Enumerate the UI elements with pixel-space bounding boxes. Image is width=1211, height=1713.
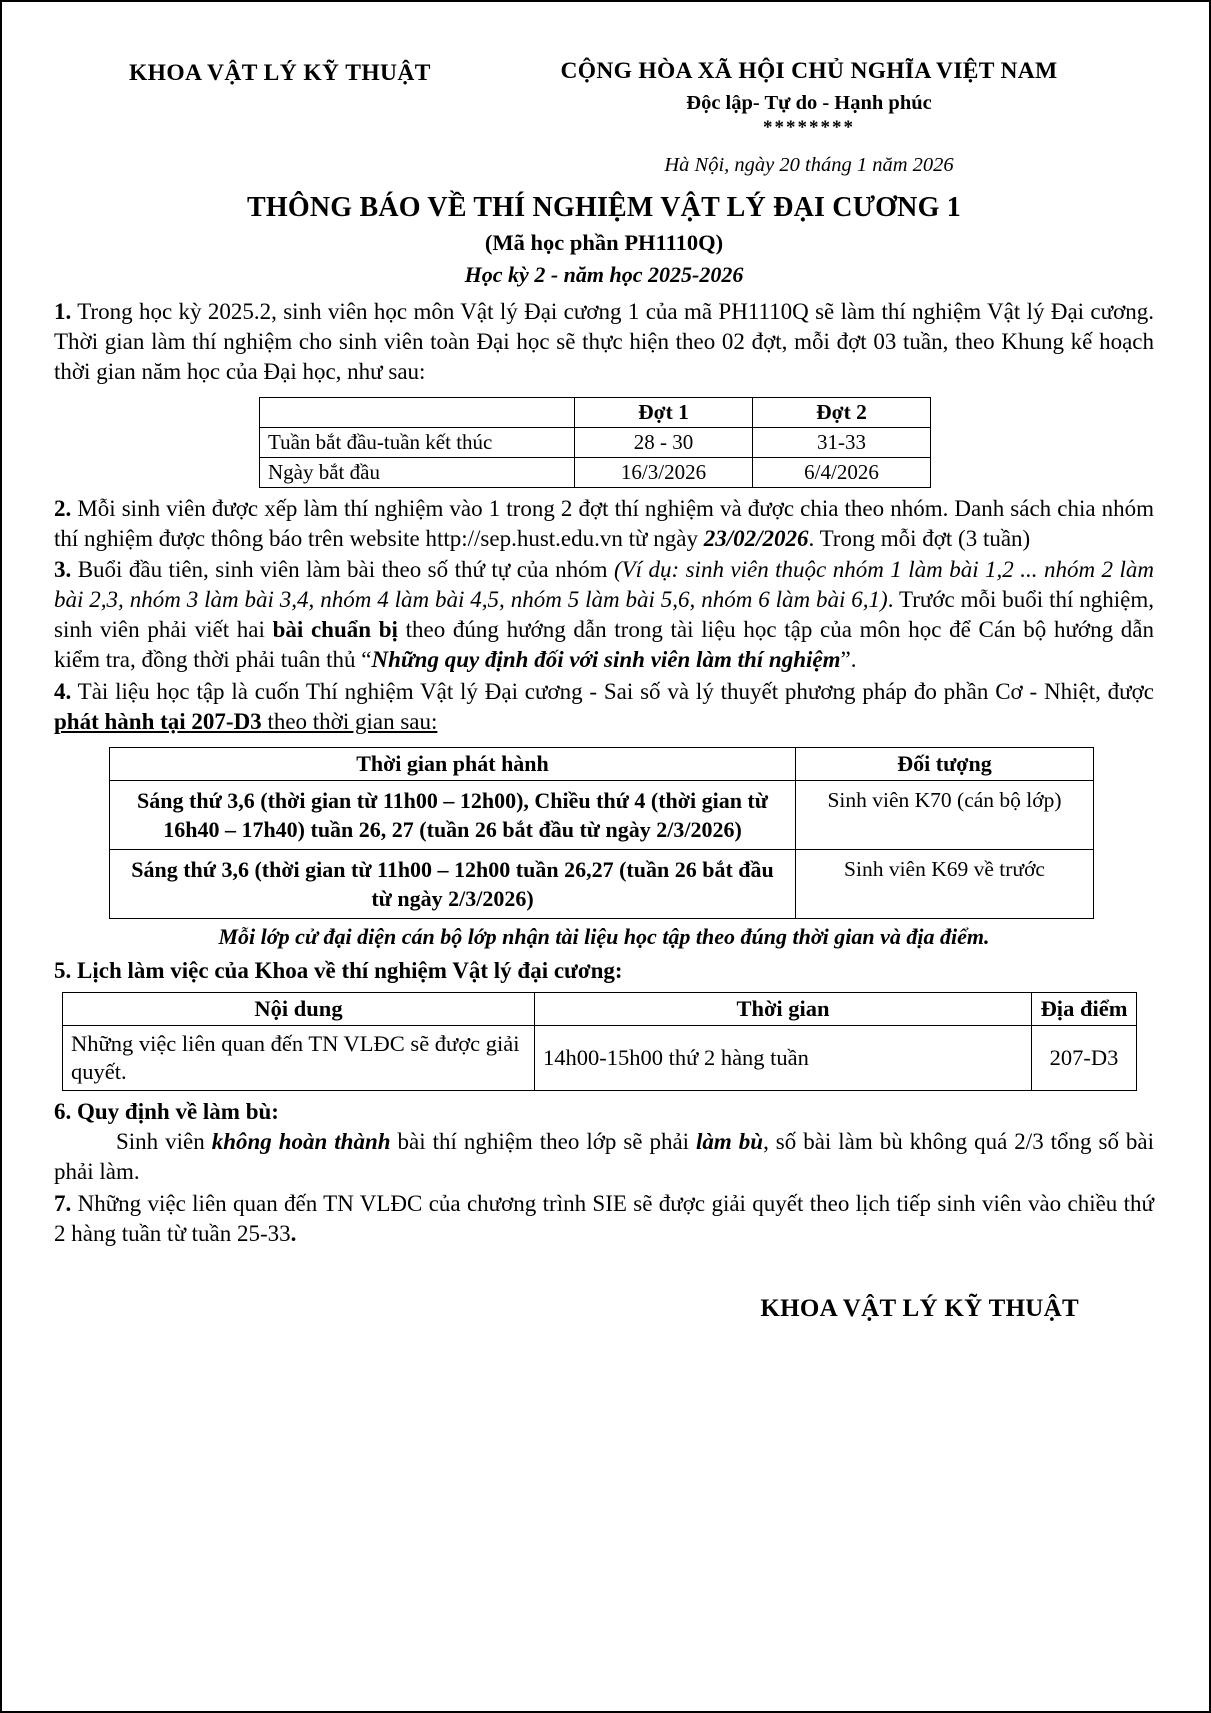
place-and-date: Hà Nội, ngày 20 tháng 1 năm 2026 bbox=[664, 154, 954, 176]
section-6-number: 6. bbox=[54, 1099, 72, 1125]
section-6-text-part2: bài thí nghiệm theo lớp sẽ phải bbox=[390, 1129, 697, 1155]
table-row bbox=[110, 849, 1094, 918]
dot-table-col1: Đợt 1 bbox=[575, 397, 753, 427]
section-3 bbox=[54, 555, 1154, 675]
page-title: THÔNG BÁO VỀ THÍ NGHIỆM VẬT LÝ ĐẠI CƯƠNG 1 bbox=[247, 192, 961, 223]
table-row bbox=[110, 747, 1094, 780]
section-2-number: 2. bbox=[54, 495, 72, 521]
section-2-text-part2: . Trong mỗi đợt (3 tuần) bbox=[808, 525, 1031, 551]
work-table-col2: Địa điểm bbox=[1032, 992, 1137, 1025]
table-row bbox=[110, 780, 1094, 849]
section-2-date: 23/02/2026 bbox=[703, 525, 809, 551]
section-4 bbox=[54, 677, 1154, 737]
section-2 bbox=[54, 494, 1154, 554]
table-row bbox=[63, 1025, 1137, 1090]
asterisk-divider: ******** bbox=[763, 117, 855, 138]
section-7-text-part1: Những việc liên quan đến TN VLĐC của chương trình SIE sẽ được giải quyết theo lịch tiếp sinh viên vào chiều thứ 2 hàng tuần từ tuần 25-33 bbox=[54, 1190, 1154, 1246]
section-4-text-part2: theo thời gian sau: bbox=[261, 708, 438, 734]
table-row bbox=[260, 457, 931, 487]
section-6-text-part1: Sinh viên bbox=[116, 1129, 212, 1155]
table-row bbox=[260, 427, 931, 457]
dist-row1-time: Sáng thứ 3,6 (thời gian từ 11h00 – 12h00 tuần 26,27 (tuần 26 bắt đầu từ ngày 2/3/2026) bbox=[110, 849, 796, 918]
section-3-text-part2: . Trước mỗi buổi thí nghiệm, sinh viên phải viết hai bbox=[54, 587, 1154, 643]
section-4-number: 4. bbox=[54, 679, 72, 705]
table-distribution-schedule bbox=[109, 747, 1094, 919]
section-3-text-part4: ”. bbox=[840, 647, 857, 673]
dot-row1-label: Ngày bắt đầu bbox=[260, 457, 575, 487]
section-7 bbox=[54, 1189, 1154, 1249]
section-1 bbox=[54, 297, 1154, 387]
dot-table-col0 bbox=[260, 397, 575, 427]
section-1-number: 1. bbox=[54, 299, 72, 324]
country-name: CỘNG HÒA XÃ HỘI CHỦ NGHĨA VIỆT NAM bbox=[560, 58, 1058, 84]
section-6-title: Quy định về làm bù: bbox=[71, 1099, 279, 1125]
work-row0-time: 14h00-15h00 thứ 2 hàng tuần bbox=[535, 1025, 1032, 1090]
section-3-text-part3: theo đúng hướng dẫn trong tài liệu học tập của môn học để Cán bộ hướng dẫn kiểm tra, đồng thời phải tuân thủ “ bbox=[54, 617, 1154, 673]
section-1-text: Trong học kỳ 2025.2, sinh viên học môn Vật lý Đại cương 1 của mã PH1110Q sẽ làm thí nghiệm Vật lý Đại cương. Thời gian làm thí nghiệm cho sinh viên toàn Đại học sẽ thực hiện theo 02 đợt, mỗi đợt 03 tuần, theo Khung kế hoạch thời gian năm học của Đại học, như sau: bbox=[54, 299, 1154, 384]
table-work-schedule bbox=[62, 992, 1137, 1091]
section-6-heading bbox=[54, 1099, 1154, 1125]
section-7-number: 7. bbox=[54, 1190, 72, 1216]
section-3-example: (Ví dụ: sinh viên thuộc nhóm 1 làm bài 1,2 ... nhóm 2 làm bài 2,3, nhóm 3 làm bài 3,4, nhóm 4 làm bài 4,5, nhóm 5 làm bài 5,6, nhóm 6 làm bài 6,1) bbox=[54, 557, 1154, 613]
section-3-rules-title: Những quy định đối với sinh viên làm thí nghiệm bbox=[371, 647, 841, 673]
section-3-text-part1: Buổi đầu tiên, sinh viên làm bài theo số thứ tự của nhóm bbox=[71, 557, 614, 583]
section-5-text: Lịch làm việc của Khoa về thí nghiệm Vật lý đại cương: bbox=[71, 957, 623, 983]
work-table-col1: Thời gian bbox=[535, 992, 1032, 1025]
dist-table-col0: Thời gian phát hành bbox=[110, 747, 796, 780]
dot-row0-val1: 28 - 30 bbox=[575, 427, 753, 457]
dot-row1-val1: 16/3/2026 bbox=[575, 457, 753, 487]
table-dot-schedule bbox=[259, 397, 931, 488]
distribution-note: Mỗi lớp cử đại diện cán bộ lớp nhận tài liệu học tập theo đúng thời gian và địa điểm. bbox=[218, 923, 990, 949]
issuing-department: KHOA VẬT LÝ KỸ THUẬT bbox=[129, 60, 431, 86]
section-5 bbox=[54, 958, 1154, 984]
section-5-number: 5. bbox=[54, 957, 72, 983]
section-6-text-part3: , số bài làm bù không quá 2/3 tổng số bài phải làm. bbox=[54, 1129, 1155, 1185]
dot-row0-val2: 31-33 bbox=[753, 427, 931, 457]
dot-table-col2: Đợt 2 bbox=[753, 397, 931, 427]
semester-line: Học kỳ 2 - năm học 2025-2026 bbox=[464, 262, 744, 287]
national-motto: Độc lập- Tự do - Hạnh phúc bbox=[686, 92, 932, 114]
section-6-emph2: làm bù bbox=[696, 1129, 764, 1155]
work-row0-content: Những việc liên quan đến TN VLĐC sẽ được giải quyết. bbox=[63, 1025, 535, 1090]
dot-row1-val2: 6/4/2026 bbox=[753, 457, 931, 487]
dist-table-col1: Đối tượng bbox=[796, 747, 1094, 780]
work-row0-place: 207-D3 bbox=[1032, 1025, 1137, 1090]
table-row bbox=[260, 397, 931, 427]
dist-row0-time: Sáng thứ 3,6 (thời gian từ 11h00 – 12h00), Chiều thứ 4 (thời gian từ 16h40 – 17h40) tuần 26, 27 (tuần 26 bắt đầu từ ngày 2/3/2026) bbox=[110, 780, 796, 849]
national-heading bbox=[509, 58, 1109, 139]
section-2-text-part1: Mỗi sinh viên được xếp làm thí nghiệm vào 1 trong 2 đợt thí nghiệm và được chia theo nhóm. Danh sách chia nhóm thí nghiệm được thông báo trên website http://sep.hust.edu.vn từ ngày bbox=[54, 495, 1154, 551]
signature-block: KHOA VẬT LÝ KỸ THUẬT bbox=[760, 1294, 1079, 1322]
dist-row0-target: Sinh viên K70 (cán bộ lớp) bbox=[796, 780, 1094, 849]
section-3-number: 3. bbox=[54, 557, 72, 583]
dot-row0-label: Tuần bắt đầu-tuần kết thúc bbox=[260, 427, 575, 457]
section-4-text-part1: Tài liệu học tập là cuốn Thí nghiệm Vật lý Đại cương - Sai số và lý thuyết phương pháp đo phần Cơ - Nhiệt, được bbox=[71, 679, 1154, 705]
section-6-body bbox=[54, 1127, 1154, 1187]
document-header bbox=[54, 44, 1154, 176]
section-4-location: phát hành tại 207-D3 bbox=[54, 708, 262, 734]
work-table-col0: Nội dung bbox=[63, 992, 535, 1025]
section-7-text-part2: . bbox=[290, 1220, 297, 1246]
document-body bbox=[54, 44, 1154, 1323]
section-3-prep-report: bài chuẩn bị bbox=[272, 617, 398, 643]
dist-row1-target: Sinh viên K69 về trước bbox=[796, 849, 1094, 918]
course-code: (Mã học phần PH1110Q) bbox=[484, 230, 724, 255]
section-6-emph1: không hoàn thành bbox=[211, 1129, 391, 1155]
table-row bbox=[63, 992, 1137, 1025]
